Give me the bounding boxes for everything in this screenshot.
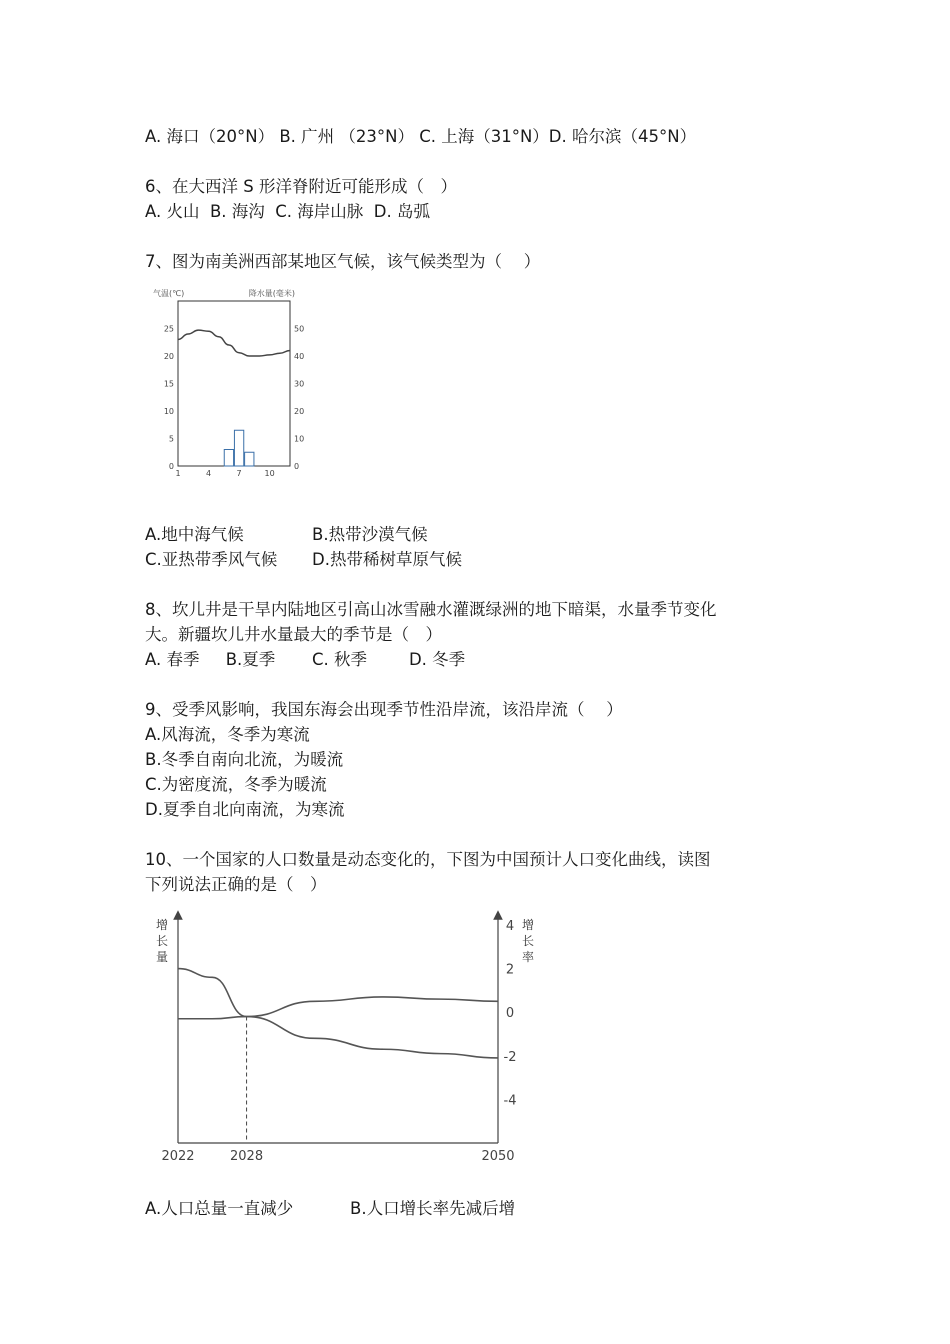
q9-option-d: D.夏季自北向南流，为寒流 bbox=[145, 800, 345, 819]
q9-stem: 9、受季风影响，我国东海会出现季节性沿岸流，该沿岸流（ ） bbox=[145, 700, 623, 719]
q9-option-a: A.风海流，冬季为寒流 bbox=[145, 725, 310, 744]
growth-rate-label-char: 增 bbox=[521, 918, 535, 932]
temp-tick-4: 20 bbox=[163, 352, 174, 361]
precip-bar-month-6 bbox=[224, 450, 233, 467]
temp-tick-3: 15 bbox=[163, 379, 174, 389]
temp-tick-2: 10 bbox=[163, 407, 174, 416]
q7-option-d: D.热带稀树草原气候 bbox=[312, 550, 462, 569]
rate-tick-2: 0 bbox=[505, 1006, 515, 1022]
temperature-curve bbox=[178, 330, 290, 356]
q7-option-c: C.亚热带季风气候 bbox=[145, 550, 278, 569]
precip-tick-3: 30 bbox=[294, 379, 305, 389]
q7-stem: 7、图为南美洲西部某地区气候，该气候类型为（ ） bbox=[145, 252, 541, 271]
growth-amount-label-char: 量 bbox=[155, 950, 169, 964]
year-tick-2050: 2050 bbox=[481, 1149, 515, 1164]
q9-option-c: C.为密度流，冬季为暖流 bbox=[145, 775, 327, 794]
growth-amount-label bbox=[156, 918, 168, 964]
growth-rate-label bbox=[522, 918, 534, 964]
temp-tick-5: 25 bbox=[163, 324, 174, 334]
q6-stem: 6、在大西洋 S 形洋脊附近可能形成（ ） bbox=[145, 177, 457, 196]
growth-rate-label-char: 长 bbox=[521, 934, 535, 948]
month-tick-2: 7 bbox=[236, 469, 242, 478]
precip-bar-month-7 bbox=[234, 430, 243, 466]
q7-option-a: A.地中海气候 bbox=[145, 525, 244, 544]
q6-options: A. 火山 B. 海沟 C. 海岸山脉 D. 岛弧 bbox=[145, 202, 430, 221]
temp-axis-label: 气温(℃) bbox=[153, 289, 185, 298]
precip-bar-month-8 bbox=[245, 452, 254, 466]
growth-rate-curve bbox=[178, 997, 498, 1019]
q5-options: A. 海口（20°N） B. 广州 （23°N） C. 上海（31°N）D. 哈尔滨（45°N） bbox=[145, 127, 697, 146]
growth-rate-label-char: 率 bbox=[521, 950, 535, 964]
temp-tick-1: 5 bbox=[168, 434, 174, 444]
precip-tick-5: 50 bbox=[294, 324, 305, 334]
climate-chart bbox=[145, 282, 320, 482]
q7-option-b: B.热带沙漠气候 bbox=[312, 525, 428, 544]
year-tick-2028: 2028 bbox=[230, 1149, 264, 1164]
precip-tick-1: 10 bbox=[294, 434, 305, 444]
q8-options: A. 春季 B.夏季 C. 秋季 D. 冬季 bbox=[145, 650, 466, 669]
month-tick-3: 10 bbox=[264, 469, 275, 478]
growth-amount-curve bbox=[178, 969, 498, 1058]
growth-amount-label-char: 增 bbox=[155, 918, 169, 932]
month-tick-1: 4 bbox=[205, 469, 212, 478]
rate-tick-3: -2 bbox=[503, 1049, 517, 1065]
precip-tick-0: 0 bbox=[294, 462, 300, 471]
precip-tick-2: 20 bbox=[294, 407, 305, 416]
q8-stem-line2: 大。新疆坎儿井水量最大的季节是（ ） bbox=[145, 625, 442, 644]
month-tick-0: 1 bbox=[175, 469, 181, 478]
growth-amount-label-char: 长 bbox=[155, 934, 169, 948]
q8-stem-line1: 8、坎儿井是干旱内陆地区引高山冰雪融水灌溉绿洲的地下暗渠，水量季节变化 bbox=[145, 600, 717, 619]
q9-option-b: B.冬季自南向北流，为暖流 bbox=[145, 750, 344, 769]
rate-tick-0: 4 bbox=[505, 919, 515, 934]
rate-tick-4: -4 bbox=[503, 1093, 517, 1109]
q10-option-b: B.人口增长率先减后增 bbox=[350, 1199, 516, 1218]
q10-option-a: A.人口总量一直减少 bbox=[145, 1199, 294, 1218]
q10-stem-line1: 10、一个国家的人口数量是动态变化的，下图为中国预计人口变化曲线，读图 bbox=[145, 850, 711, 869]
population-chart bbox=[140, 905, 550, 1170]
precip-axis-label: 降水量(毫米) bbox=[248, 289, 295, 298]
q10-stem-line2: 下列说法正确的是（ ） bbox=[145, 875, 327, 894]
precip-tick-4: 40 bbox=[294, 352, 305, 361]
rate-tick-1: 2 bbox=[505, 962, 515, 978]
year-tick-2022: 2022 bbox=[161, 1149, 195, 1164]
temp-tick-0: 0 bbox=[168, 462, 174, 471]
